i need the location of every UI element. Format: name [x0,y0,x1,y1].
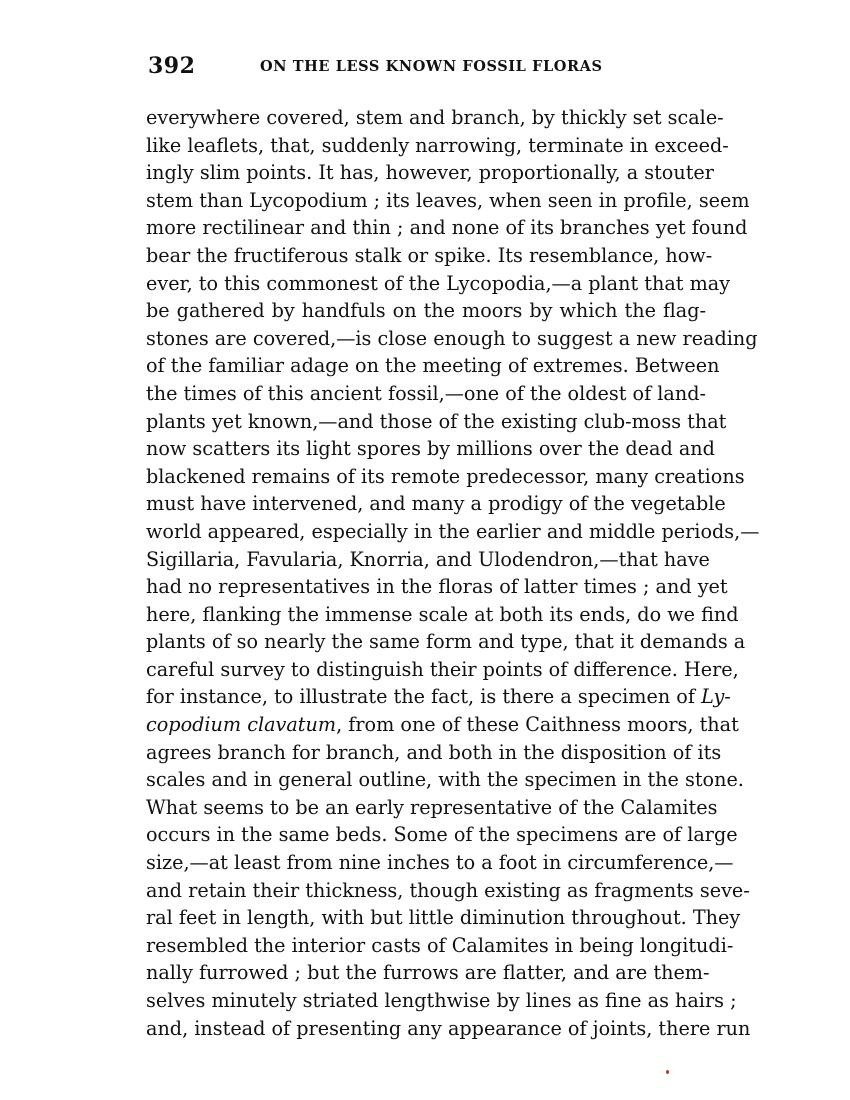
text-line: the times of this ancient fossil,—one of the oldest of land- [146,381,706,405]
text-line: now scatters its light spores by millions over the dead and [146,437,715,461]
text-line: plants of so nearly the same form and type, that it demands a [146,630,746,654]
text-line: Sigillaria, Favularia, Knorria, and Ulodendron,—that have [146,547,710,571]
text-line: blackened remains of its remote predecessor, many creations [146,464,745,488]
text-line: like leaflets, that, suddenly narrowing, terminate in exceed- [146,133,729,157]
species-name-italic: Ly- [701,685,731,709]
text-line: here, flanking the immense scale at both its ends, do we find [146,602,739,626]
ink-speck [666,1070,669,1074]
text-line: agrees branch for branch, and both in the disposition of its [146,740,722,764]
species-name-italic: copodium clavatum [146,713,337,737]
text-line: must have intervened, and many a prodigy of the vegetable [146,492,726,516]
text-line: scales and in general outline, with the specimen in the stone. [146,768,744,792]
text-line: stem than Lycopodium ; its leaves, when seen in profile, seem [146,188,750,212]
text-line: nally furrowed ; but the furrows are flatter, and are them- [146,961,710,985]
text-line: for instance, to illustrate the fact, is there a specimen of Ly- [146,685,731,709]
text-line: selves minutely striated lengthwise by lines as fine as hairs ; [146,989,737,1012]
text-line: more rectilinear and thin ; and none of its branches yet found [146,216,748,240]
text-line: ingly slim points. It has, however, proportionally, a stouter [146,161,714,185]
text-line: world appeared, especially in the earlier and middle periods,— [146,519,760,543]
text-line: bear the fructiferous stalk or spike. Its resemblance, how- [146,243,713,267]
text-line: careful survey to distinguish their points of difference. Here, [146,657,739,681]
page-number: 392 [148,53,196,79]
text-line: copodium clavatum, from one of these Caithness moors, that [146,713,739,737]
text-line: and, instead of presenting any appearance of joints, there run [146,1016,751,1040]
text-line: What seems to be an early representative of the Calamites [146,795,718,819]
text-line: plants yet known,—and those of the existing club-moss that [146,409,727,433]
text-line: ever, to this commonest of the Lycopodia,—a plant that may [146,271,731,295]
running-title: ON THE LESS KNOWN FOSSIL FLORAS [260,58,603,75]
text-line: stones are covered,—is close enough to suggest a new reading [146,326,758,350]
text-line: had no representatives in the floras of latter times ; and yet [146,575,728,599]
text-line: and retain their thickness, though existing as fragments seve- [146,878,750,902]
text-line: of the familiar adage on the meeting of extremes. Between [146,354,720,378]
text-line: occurs in the same beds. Some of the specimens are of large [146,823,738,847]
text-line: ral feet in length, with but little diminution throughout. They [146,906,741,930]
body-text [146,104,760,1042]
text-line: everywhere covered, stem and branch, by thickly set scale- [146,106,724,129]
text-line: size,—at least from nine inches to a foot in circumference,— [146,851,734,875]
text-line: resembled the interior casts of Calamites in being longitudi- [146,933,734,957]
text-line: be gathered by handfuls on the moors by which the flag- [146,299,706,323]
